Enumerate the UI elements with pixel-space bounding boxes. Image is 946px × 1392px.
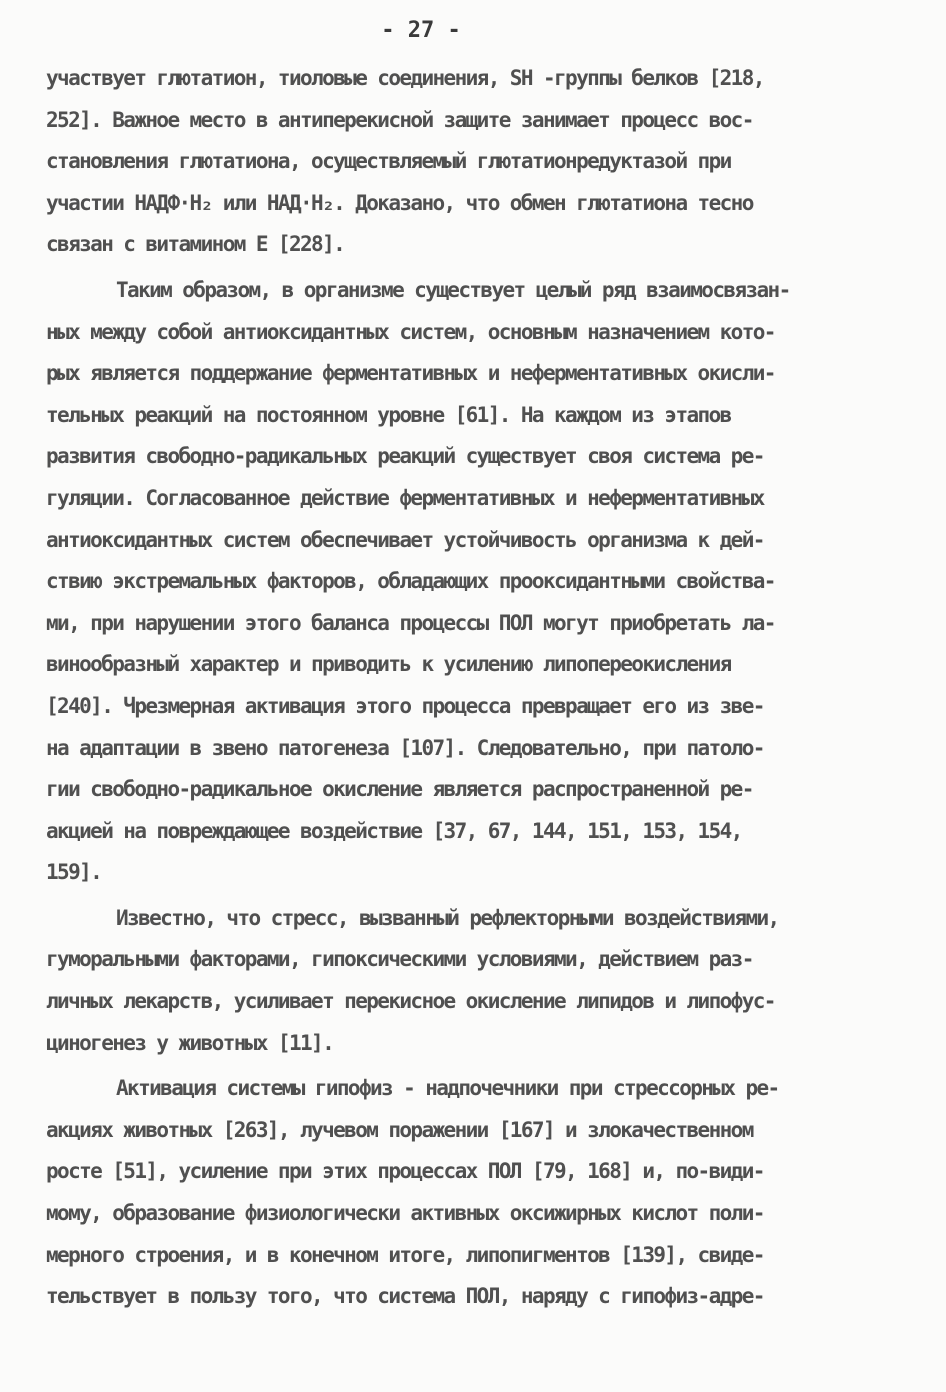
text-line-content: антиоксидантных систем обеспечивает устойчивость организма к дей- [46,527,764,552]
text-line-content: ми, при нарушении этого баланса процессы ПОЛ могут приобретать ла- [46,610,775,635]
text-line-content: участии НАДФ·Н₂ или НАД·Н₂. Доказано, что обмен глютатиона тесно [46,190,753,215]
text-line-content: циногенез у животных [11]. [46,1030,334,1055]
text-line [46,644,898,686]
text-line-content: связан с витамином Е [228]. [46,232,345,257]
text-line-content: 252]. Важное место в антиперекисной защите занимает процесс вос- [46,107,753,132]
text-line [46,852,898,894]
text-line-content: Известно, что стресс, вызванный рефлекторными воздействиями, [116,905,779,930]
text-line-content: на адаптации в звено патогенеза [107]. Следовательно, при патоло- [46,735,764,760]
text-line [46,183,898,225]
text-line-content: тельствует в пользу того, что система ПОЛ, наряду с гипофиз-адре- [46,1284,764,1309]
text-line-content: [240]. Чрезмерная активация этого процесса превращает его из зве- [46,693,764,718]
text-line [46,728,898,770]
page-number: - 27 - [381,18,461,43]
text-line-content: развития свободно-радикальных реакций существует своя система ре- [46,444,764,469]
text-line-content: гуморальными факторами, гипоксическими условиями, действием раз- [46,947,753,972]
text-line [46,603,898,645]
text-line [46,1151,898,1193]
text-line [46,58,898,100]
text-line-content: Таким образом, в организме существует целый ряд взаимосвязан- [116,277,790,302]
text-line-content: Активация системы гипофиз - надпочечники при стрессорных ре- [116,1076,779,1101]
text-line [46,270,898,312]
text-line [46,898,898,940]
text-line [46,1235,898,1277]
text-line [46,1023,898,1065]
text-line [46,141,898,183]
text-line [46,1193,898,1235]
text-line-content: акциях животных [263], лучевом поражении [167] и злокачественном [46,1117,753,1142]
text-line-content: винообразный характер и приводить к усилению липопереокисления [46,652,731,677]
text-line [46,100,898,142]
text-line-content: мому, образование физиологически активных оксижирных кислот поли- [46,1201,764,1226]
text-line-content: рых является поддержание ферментативных и неферментативных окисли- [46,361,775,386]
text-line-content: гии свободно-радикальное окисление является распространенной ре- [46,777,753,802]
text-line [46,939,898,981]
text-line [46,981,898,1023]
text-line [46,1068,898,1110]
text-line [46,312,898,354]
text-line-content: акцией на повреждающее воздействие [37, 67, 144, 151, 153, 154, [46,818,742,843]
text-line [46,395,898,437]
text-line [46,686,898,728]
text-line-content: гуляции. Согласованное действие ферментативных и неферментативных [46,485,764,510]
text-line [46,478,898,520]
text-line [46,353,898,395]
text-line [46,561,898,603]
text-line-content: тельных реакций на постоянном уровне [61]. На каждом из этапов [46,402,731,427]
text-line [46,520,898,562]
text-line-content: становления глютатиона, осуществляемый глютатионредуктазой при [46,149,731,174]
text-line-content: ствию экстремальных факторов, обладающих прооксидантными свойства- [46,569,775,594]
text-line [46,1276,898,1318]
text-line-content: мерного строения, и в конечном итоге, липопигментов [139], свиде- [46,1242,764,1267]
text-line [46,436,898,478]
text-line [46,224,898,266]
text-line-content: участвует глютатион, тиоловые соединения, SH -группы белков [218, [46,66,764,90]
text-line-content: росте [51], усиление при этих процессах ПОЛ [79, 168] и, по-види- [46,1159,764,1184]
text-line-content: ных между собой антиоксидантных систем, основным назначением кото- [46,319,775,344]
text-line [46,769,898,811]
text-line [46,1110,898,1152]
text-line-content: 159]. [46,860,102,885]
body-text [46,58,898,1318]
text-line-content: личных лекарств, усиливает перекисное окисление липидов и липофус- [46,989,775,1014]
text-line [46,811,898,853]
